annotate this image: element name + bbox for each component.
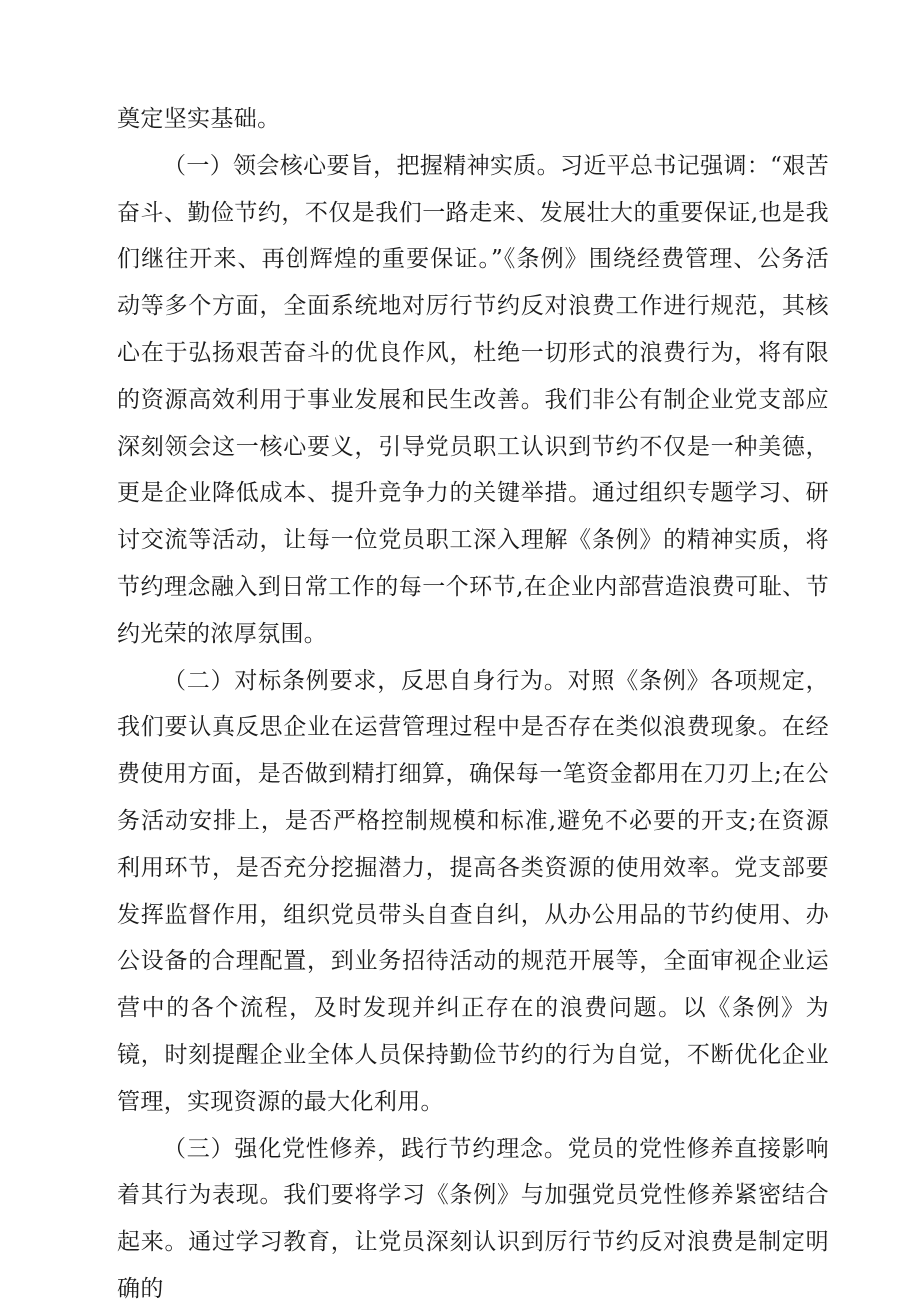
- paragraph-continuation: 奠定坚实基础。: [117, 106, 281, 132]
- paragraph-section-3: （三）强化党性修养，践行节约理念。党员的党性修养直接影响着其行为表现。我们要将学习《条例》与加强党员党性修养紧密结合起来。通过学习教育，让党员深刻认识到厉行节约反对浪费是制定明确的: [117, 1135, 829, 1302]
- paragraph-section-1: （一）领会核心要旨，把握精神实质。习近平总书记强调：“艰苦奋斗、勤俭节约，不仅是我们一路走来、发展壮大的重要保证,也是我们继往开来、再创辉煌的重要保证。”《条例》围绕经费管理、公务活动等多个方面，全面系统地对厉行节约反对浪费工作进行规范，其核心在于弘扬艰苦奋斗的优良作风，杜绝一切形式的浪费行为，将有限的资源高效利用于事业发展和民生改善。我们非公有制企业党支部应深刻领会这一核心要义，引导党员职工认识到节约不仅是一种美德，更是企业降低成本、提升竞争力的关键举措。通过组织专题学习、研讨交流等活动，让每一位党员职工深入理解《条例》的精神实质，将节约理念融入到日常工作的每一个环节,在企业内部营造浪费可耻、节约光荣的浓厚氛围。: [117, 152, 829, 647]
- paragraph-section-2: （二）对标条例要求，反思自身行为。对照《条例》各项规定，我们要认真反思企业在运营管理过程中是否存在类似浪费现象。在经费使用方面，是否做到精打细算，确保每一笔资金都用在刀刃上;在公务活动安排上，是否严格控制规模和标准,避免不必要的开支;在资源利用环节，是否充分挖掘潜力，提高各类资源的使用效率。党支部要发挥监督作用，组织党员带头自查自纠，从办公用品的节约使用、办公设备的合理配置，到业务招待活动的规范开展等，全面审视企业运营中的各个流程，及时发现并纠正存在的浪费问题。以《条例》为镜，时刻提醒企业全体人员保持勤俭节约的行为自觉，不断优化企业管理，实现资源的最大化利用。: [117, 667, 829, 1115]
- document-body: [117, 96, 829, 1313]
